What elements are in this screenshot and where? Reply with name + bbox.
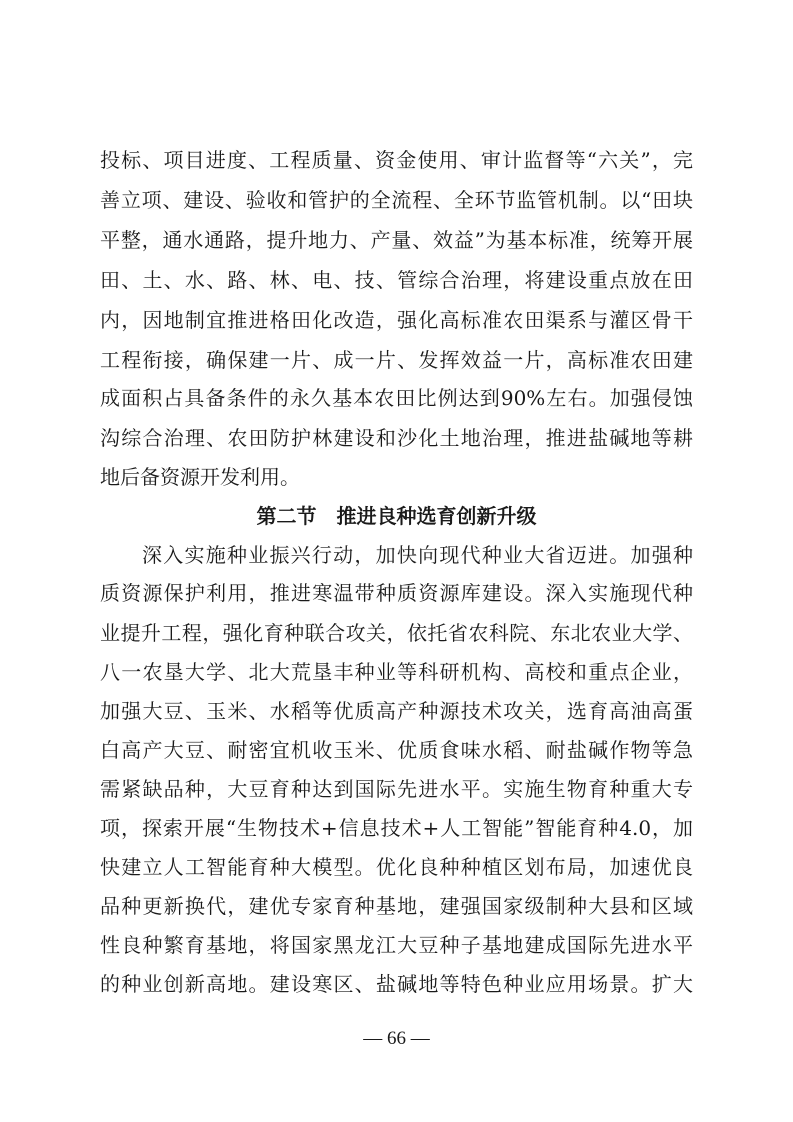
paragraph-1-line: 沟综合治理、农田防护林建设和沙化土地治理，推进盐碱地等耕 [100,426,693,450]
paragraph-2-line: 的种业创新高地。建设寒区、盐碱地等特色种业应用场景。扩大 [100,972,693,996]
paragraph-2-line: 加强大豆、玉米、水稻等优质高产种源技术攻关，选育高油高蛋 [100,699,693,723]
paragraph-2-line: 深入实施种业振兴行动，加快向现代种业大省迈进。加强种 [142,543,693,567]
paragraph-2-line: 品种更新换代，建优专家育种基地，建强国家级制种大县和区域 [100,894,693,918]
paragraph-2-line: 业提升工程，强化育种联合攻关，依托省农科院、东北农业大学、 [100,621,693,645]
paragraph-1-line: 工程衔接，确保建一片、成一片、发挥效益一片，高标准农田建 [100,348,693,372]
paragraph-1-line: 投标、项目进度、工程质量、资金使用、审计监督等“六关”，完 [100,148,693,172]
paragraph-2-line: 性良种繁育基地，将国家黑龙江大豆种子基地建成国际先进水平 [100,933,693,957]
paragraph-2-line: 需紧缺品种，大豆育种达到国际先进水平。实施生物育种重大专 [100,777,693,801]
paragraph-1-line: 田、土、水、路、林、电、技、管综合治理，将建设重点放在田 [100,268,693,292]
paragraph-2-line: 项，探索开展“生物技术+信息技术+人工智能”智能育种4.0，加 [100,816,693,840]
paragraph-2-line: 八一农垦大学、北大荒垦丰种业等科研机构、高校和重点企业， [100,660,693,684]
paragraph-1-line: 地后备资源开发利用。 [100,465,300,489]
paragraph-1-line: 平整，通水通路，提升地力、产量、效益”为基本标准，统筹开展 [100,228,693,252]
paragraph-1-line: 善立项、建设、验收和管护的全流程、全环节监管机制。以“田块 [100,188,693,212]
page-number: — 66 — [363,1028,430,1049]
paragraph-2-line: 白高产大豆、耐密宜机收玉米、优质食味水稻、耐盐碱作物等急 [100,738,693,762]
paragraph-1-line: 内，因地制宜推进格田化改造，强化高标准农田渠系与灌区骨干 [100,308,693,332]
paragraph-2-line: 质资源保护利用，推进寒温带种质资源库建设。深入实施现代种 [100,581,693,605]
paragraph-1-line: 成面积占具备条件的永久基本农田比例达到90%左右。加强侵蚀 [100,386,693,410]
paragraph-2-line: 快建立人工智能育种大模型。优化良种种植区划布局，加速优良 [100,855,693,879]
section-heading: 第二节 推进良种选育创新升级 [256,504,537,528]
